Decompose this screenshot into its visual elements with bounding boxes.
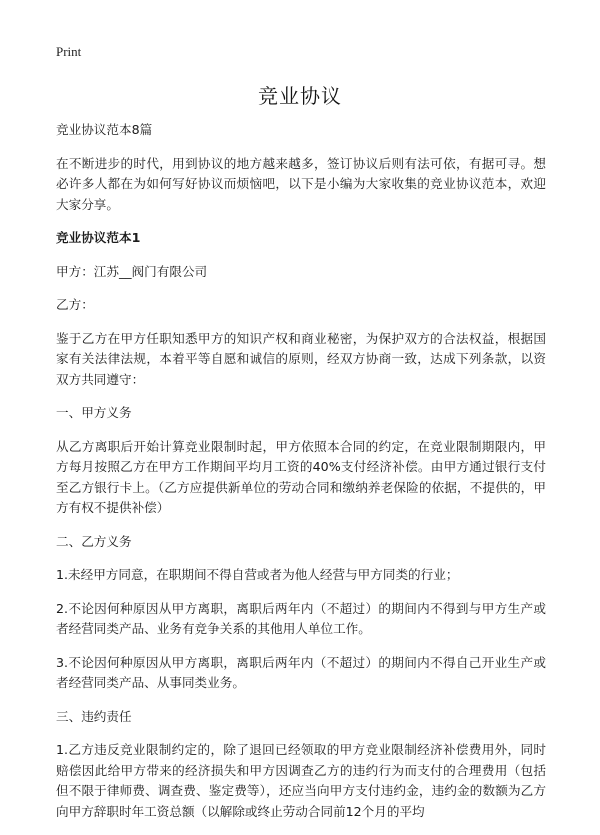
clause-heading-3: 三、违约责任 xyxy=(56,708,132,724)
clause-heading-2: 二、乙方义务 xyxy=(56,533,132,549)
intro-paragraph: 在不断进步的时代，用到协议的地方越来越多，签订协议后则有法可依，有据可寻。想必许多人都在为如何写好协议而烦恼吧，以下是小编为大家收集的竞业协议范本，欢迎大家分享。 xyxy=(56,155,546,212)
party-b-line: 乙方： xyxy=(56,297,94,312)
party-a-line: 甲方：江苏__阀门有限公司 xyxy=(56,263,208,279)
clause-paragraph: 3.不论因何种原因从甲方离职，离职后两年内（不超过）的期间内不得自己开业生产或者经营同类产品、从事同类业务。 xyxy=(56,654,546,690)
preamble-paragraph: 鉴于乙方在甲方任职知悉甲方的知识产权和商业秘密，为保护双方的合法权益，根据国家有关法律法规，本着平等自愿和诚信的原则，经双方协商一致，达成下列条款，以资双方共同遵守： xyxy=(56,330,546,387)
section-heading: 竞业协议范本1 xyxy=(56,230,141,245)
document-body xyxy=(56,120,546,835)
clause-paragraph: 2.不论因何种原因从甲方离职，离职后两年内（不超过）的期间内不得到与甲方生产或者经营同类产品、业务有竞争关系的其他用人单位工作。 xyxy=(56,600,546,636)
document-subtitle: 竞业协议范本8篇 xyxy=(56,122,153,137)
clause-heading-1: 一、甲方义务 xyxy=(56,405,132,420)
document-title: 竞业协议 xyxy=(258,84,342,108)
clause-paragraph: 1.未经甲方同意，在职期间不得自营或者为他人经营与甲方同类的行业； xyxy=(56,567,459,582)
clause-paragraph: 1.乙方违反竞业限制约定的，除了退回已经领取的甲方竞业限制经济补偿费用外，同时赔偿因此给甲方带来的经济损失和甲方因调查乙方的违约行为而支付的合理费用（包括但不限于律师费、调查费、鉴定费等），还应当向甲方支付违约金，违约金的数额为乙方向甲方辞职时年工资总额（以解除或终止劳动合同前12个月的平均 xyxy=(56,742,546,819)
print-link[interactable]: Print xyxy=(56,44,82,59)
clause-paragraph: 从乙方离职后开始计算竞业限制时起，甲方依照本合同的约定，在竞业限制期限内，甲方每月按照乙方在甲方工作期间平均月工资的40%支付经济补偿。由甲方通过银行支付至乙方银行卡上。（乙方应提供新单位的劳动合同和缴纳养老保险的依据，不提供的，甲方有权不提供补偿） xyxy=(56,438,546,515)
